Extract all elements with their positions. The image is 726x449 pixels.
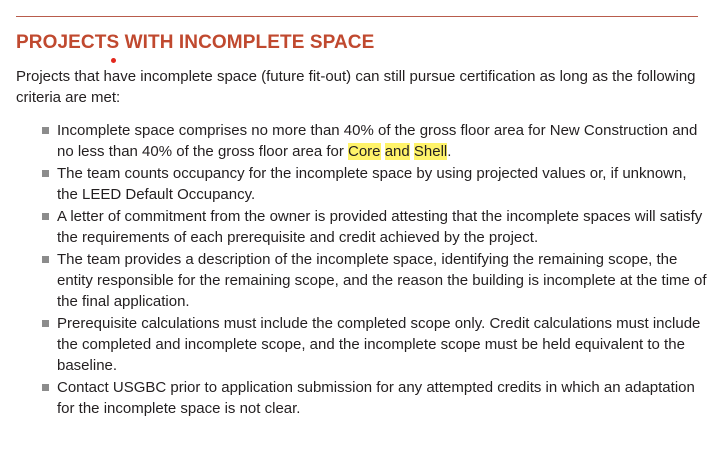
list-item [40, 163, 710, 205]
list-item [40, 206, 710, 248]
list-item [40, 249, 710, 312]
square-bullet-icon [42, 127, 49, 134]
list-item-text: Contact USGBC prior to application submission for any attempted credits in which an adaptation for the incomplete space is not clear. [57, 379, 695, 417]
list-item [40, 313, 710, 376]
list-item-text: The team provides a description of the incomplete space, identifying the remaining scope, the entity responsible for the remaining scope, and the reason the building is incomplete at the time of the final application. [57, 251, 707, 310]
section-heading: PROJECTS WITH INCOMPLETE SPACE [16, 32, 375, 53]
highlighted-text: Shell [413, 143, 448, 160]
square-bullet-icon [42, 256, 49, 263]
list-item-text: . [447, 143, 452, 160]
list-item-text: A letter of commitment from the owner is provided attesting that the incomplete spaces will satisfy the requirements of each prerequisite and credit achieved by the project. [57, 208, 703, 246]
list-item-text: The team counts occupancy for the incomplete space by using projected values or, if unknown, the LEED Default Occupancy. [57, 165, 687, 203]
highlighted-text: and [384, 143, 410, 160]
intro-paragraph: Projects that have incomplete space (future fit-out) can still pursue certification as long as the following criteria are met: [16, 68, 696, 106]
list-item-text: Incomplete space comprises no more than 40% of the gross floor area for New Construction and no less than 40% of the gross floor area for [57, 122, 698, 160]
criteria-list [40, 120, 710, 420]
list-item [40, 377, 710, 419]
list-item [40, 120, 710, 162]
square-bullet-icon [42, 320, 49, 327]
red-dot-mark [111, 58, 116, 63]
list-item-text: Prerequisite calculations must include the completed scope only. Credit calculations must include the completed and incomplete scope, and the incomplete scope must be held equivalent to the baseline. [57, 315, 701, 374]
square-bullet-icon [42, 170, 49, 177]
square-bullet-icon [42, 384, 49, 391]
highlighted-text: Core [348, 143, 381, 160]
top-divider-rule [16, 16, 698, 17]
square-bullet-icon [42, 213, 49, 220]
